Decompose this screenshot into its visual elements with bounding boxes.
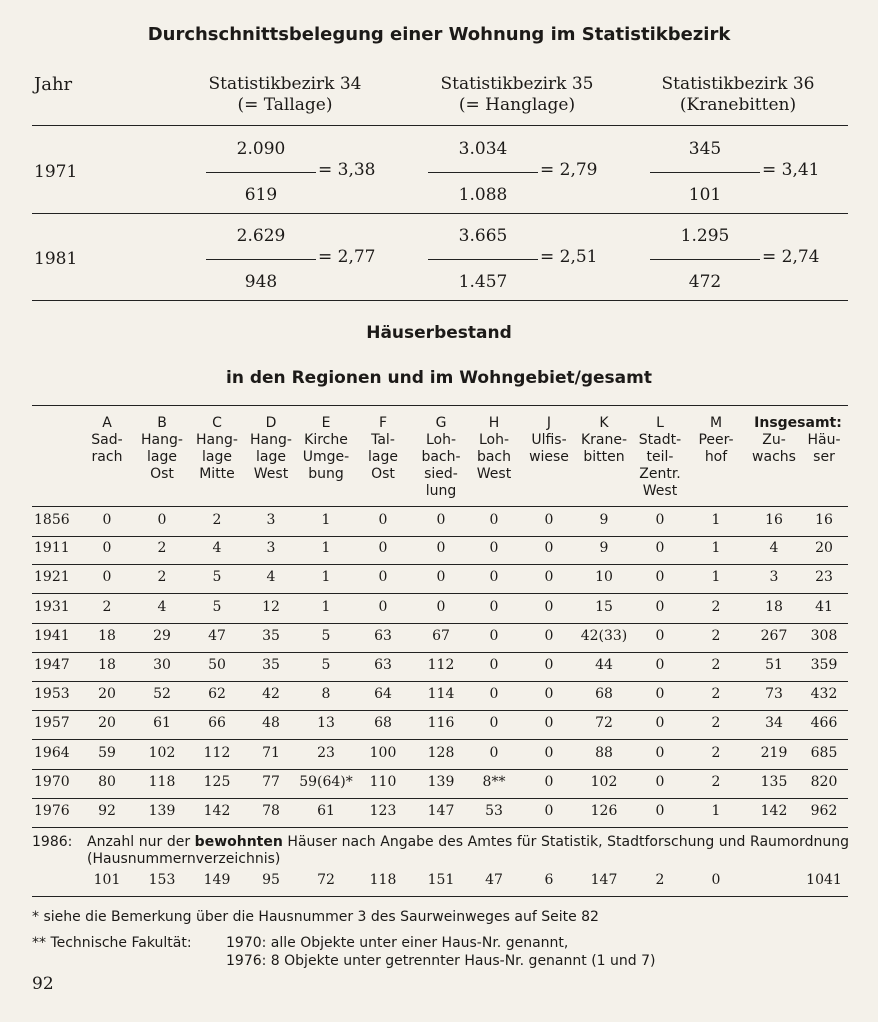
fraction-1971-bezirk-36: 345 101 = 3,41 [650,139,820,219]
column-header [746,432,802,466]
table-cell: 4 [157,598,167,615]
note-1986-text: Anzahl nur der bewohnten Häuser nach Angabe des Amtes für Statistik, Stadtforschung und Raumordnung (Hausnummernverzeichnis) [87,834,849,867]
table-cell: 92 [98,803,116,819]
table-cell: 0 [655,744,665,761]
column-header [358,415,408,483]
table-cell: 139 [427,773,455,790]
row-1986-cell: 2 [655,872,665,888]
subtitle-regionen: in den Regionen und im Wohngebiet/gesamt [226,368,652,388]
table-cell: 3 [769,569,779,586]
table-cell: 8** [482,773,506,790]
table-cell: 1 [711,540,721,557]
table-cell: 0 [436,569,446,586]
table-cell: 1 [321,512,331,528]
column-header [415,415,467,500]
table-cell: 0 [489,686,499,703]
table-cell: 0 [655,657,665,673]
table-cell: 0 [489,657,499,673]
page-number: 92 [32,974,54,994]
table-cell: 4 [212,540,222,557]
table-cell: 0 [489,715,499,732]
table-cell: 359 [810,657,838,673]
divider [32,896,848,897]
table-cell: 71 [262,744,280,761]
table-cell: 0 [489,540,499,557]
table-cell: 4 [266,569,276,586]
table-cell: 3 [266,540,276,557]
table-cell: 47 [208,627,226,644]
note-1986-label: 1986: [32,834,73,850]
table-cell: 432 [810,686,838,703]
table-cell: 0 [544,803,554,819]
table-cell: 63 [374,627,392,644]
table-cell: 62 [208,686,226,703]
table-cell: 48 [262,715,280,732]
column-header-line: Tal- [371,432,395,448]
table-cell: 1 [711,803,721,819]
column-header-line: L [656,415,664,431]
divider [32,213,848,214]
table-cell: 0 [489,744,499,761]
table-cell: 0 [655,512,665,528]
table-cell: 116 [427,715,455,732]
row-1986-cell: 101 [93,872,121,888]
footnote-1: * siehe die Bemerkung über die Hausnummer 3 des Saurweinweges auf Seite 82 [32,909,599,925]
table-cell: 3 [266,512,276,528]
column-header-line: Mitte [199,466,235,482]
table-row [32,535,848,565]
row-1986-cell: 153 [148,872,176,888]
table-cell: 68 [374,715,392,732]
table-cell: 2 [157,540,167,557]
column-header [190,415,244,483]
table-cell: 0 [544,569,554,586]
fraction-bar [206,172,316,173]
divider [32,300,848,301]
column-header-line: Hang- [250,432,292,448]
row-year: 1964 [34,744,70,761]
table-cell: 51 [765,657,783,673]
table-cell: 2 [711,598,721,615]
table-cell: 685 [810,744,838,761]
row-1986-cell: 1041 [806,872,842,888]
table-cell: 18 [98,627,116,644]
column-header-line: F [378,415,388,431]
table-cell: 9 [599,512,609,528]
table-cell: 20 [98,715,116,732]
table-cell: 64 [374,686,392,703]
column-header-bezirk-35: Statistikbezirk 35 (= Hanglage) [440,74,594,115]
table-cell: 2 [711,744,721,761]
table-cell: 0 [157,512,167,528]
column-header [82,415,132,466]
table-cell: 68 [595,686,613,703]
row-1986-cell: 118 [369,872,397,888]
table-cell: 67 [432,627,450,644]
column-header [246,415,296,483]
table-cell: 0 [378,540,388,557]
table-cell: 0 [544,627,554,644]
table-row [32,623,848,653]
column-header-line: A [102,415,112,431]
table-cell: 53 [485,803,503,819]
table-cell: 4 [769,540,779,557]
table-cell: 142 [760,803,788,819]
table-cell: 0 [378,569,388,586]
table-cell: 118 [148,773,176,790]
table-cell: 66 [208,715,226,732]
table-cell: 1 [321,569,331,586]
table-cell: 35 [262,657,280,673]
table-cell: 0 [655,569,665,586]
table-cell: 135 [760,773,788,790]
table-cell: 126 [590,803,618,819]
table-cell: 29 [153,627,171,644]
table-cell: 80 [98,773,116,790]
table-cell: 18 [98,657,116,673]
table-cell: 15 [595,598,613,615]
table-cell: 125 [203,773,231,790]
table-cell: 12 [262,598,280,615]
table-cell: 0 [436,540,446,557]
column-header-line: Kirche [304,432,348,448]
table-cell: 20 [815,540,833,557]
row-year: 1931 [34,598,70,615]
row-1986-cell: 147 [590,872,618,888]
row-year: 1976 [34,803,70,819]
table-cell: 1 [321,598,331,615]
table-cell: 23 [317,744,335,761]
row-1986-cell: 95 [262,872,280,888]
table-row [32,740,848,770]
column-header-line: J [546,415,552,431]
fraction-1981-bezirk-35: 3.665 1.457 = 2,51 [428,226,598,306]
table-cell: 13 [317,715,335,732]
row-1986-cell: 149 [203,872,231,888]
column-header-bezirk-36: Statistikbezirk 36 (Kranebitten) [661,74,815,115]
row-year: 1957 [34,715,70,732]
row-year: 1856 [34,512,70,528]
table-cell: 100 [369,744,397,761]
table-cell: 142 [203,803,231,819]
table-cell: 102 [148,744,176,761]
table-cell: 61 [317,803,335,819]
year-column-header: Jahr [34,74,73,95]
fraction-1971-bezirk-34: 2.090 619 = 3,38 [206,139,376,219]
column-header-line: Peer- [698,432,734,448]
column-header-line: wachs [752,449,796,465]
fraction-bar [428,259,538,260]
table-cell: 16 [765,512,783,528]
table-cell: 0 [655,598,665,615]
column-header-line: bitten [583,449,625,465]
table-cell: 8 [321,686,331,703]
row-year-1981: 1981 [34,249,78,269]
table-cell: 0 [655,686,665,703]
table-cell: 102 [590,773,618,790]
table-cell: 0 [489,512,499,528]
table-cell: 42 [262,686,280,703]
table-cell: 123 [369,803,397,819]
title-durchschnittsbelegung: Durchschnittsbelegung einer Wohnung im Statistikbezirk [147,24,731,45]
table-cell: 30 [153,657,171,673]
column-header-line: Krane- [580,432,628,448]
column-header-line: Loh- [425,432,457,448]
table-cell: 5 [212,569,222,586]
column-header-line: D [265,415,277,431]
table-cell: 2 [711,686,721,703]
column-header [297,415,355,483]
fraction-bar [428,172,538,173]
table-cell: 1 [321,540,331,557]
column-header-line: bung [308,466,344,482]
footnote-2-label: ** Technische Fakultät: [32,935,192,951]
table-cell: 219 [760,744,788,761]
table-cell: 78 [262,803,280,819]
table-cell: 2 [212,512,222,528]
column-header [801,432,847,466]
table-cell: 0 [655,540,665,557]
table-cell: 112 [427,657,455,673]
column-header-line: ser [813,449,835,465]
table-cell: 2 [711,627,721,644]
column-header-line: Ulfis- [531,432,567,448]
column-header-line: Ost [371,466,395,482]
table-cell: 2 [711,657,721,673]
table-cell: 128 [427,744,455,761]
column-header-line: sied- [424,466,458,482]
table-cell: 77 [262,773,280,790]
table-cell: 72 [595,715,613,732]
table-cell: 16 [815,512,833,528]
column-header-bezirk-34: Statistikbezirk 34 (= Tallage) [208,74,362,115]
column-header-line: lage [368,449,398,465]
table-cell: 308 [810,627,838,644]
column-header-line: hof [704,449,728,465]
column-header-line: bach- [421,449,461,465]
fraction-1981-bezirk-36: 1.295 472 = 2,74 [650,226,820,306]
table-cell: 0 [544,512,554,528]
table-cell: 44 [595,657,613,673]
row-year-1971: 1971 [34,162,78,182]
table-cell: 61 [153,715,171,732]
column-header-line: B [157,415,167,431]
table-cell: 73 [765,686,783,703]
column-header [136,415,188,483]
table-cell: 5 [212,598,222,615]
table-cell: 5 [321,627,331,644]
footnote-2-line2: 1976: 8 Objekte unter getrennter Haus-Nr. genannt (1 und 7) [226,953,656,969]
fraction-1981-bezirk-34: 2.629 948 = 2,77 [206,226,376,306]
column-header-line: Hang- [196,432,238,448]
column-header [573,415,635,466]
column-header [632,415,688,500]
table-cell: 0 [102,512,112,528]
table-cell: 0 [544,773,554,790]
table-cell: 5 [321,657,331,673]
column-header [693,415,739,466]
table-cell: 9 [599,540,609,557]
table-cell: 35 [262,627,280,644]
table-cell: 0 [489,598,499,615]
column-header-line: E [321,415,331,431]
title-haeuserbestand: Häuserbestand [366,323,512,343]
fraction-1971-bezirk-35: 3.034 1.088 = 2,79 [428,139,598,219]
column-header-line: Ost [150,466,174,482]
divider [32,405,848,406]
table-cell: 63 [374,657,392,673]
table-cell: 52 [153,686,171,703]
table-cell: 0 [544,657,554,673]
table-cell: 88 [595,744,613,761]
column-header-line: West [253,466,289,482]
table-row [32,798,848,828]
column-header-line: bach [476,449,512,465]
insgesamt-label: Insgesamt: [754,415,842,431]
table-cell: 0 [655,627,665,644]
column-header-line: lung [425,483,457,499]
table-cell: 18 [765,598,783,615]
fraction-bar [206,259,316,260]
table-cell: 20 [98,686,116,703]
table-cell: 50 [208,657,226,673]
table-cell: 23 [815,569,833,586]
column-header-line: Loh- [478,432,510,448]
row-year: 1941 [34,627,70,644]
table-cell: 10 [595,569,613,586]
table-row [32,564,848,594]
column-header-line: lage [202,449,232,465]
row-year: 1911 [34,540,70,557]
table-cell: 0 [544,540,554,557]
column-header-line: Häu- [807,432,841,448]
row-year: 1953 [34,686,70,703]
table-row [32,652,848,682]
column-header-line: M [709,415,723,431]
table-row [32,710,848,740]
column-header-line: K [599,415,609,431]
table-cell: 41 [815,598,833,615]
divider [32,125,848,126]
table-cell: 1 [711,512,721,528]
table-cell: 0 [102,540,112,557]
row-1986-cell: 151 [427,872,455,888]
column-header [469,415,519,483]
table-cell: 42(33) [580,627,628,644]
column-header-line: teil- [646,449,674,465]
row-year: 1947 [34,657,70,673]
column-header-line: lage [147,449,177,465]
table-row [32,769,848,799]
column-header-line: West [476,466,512,482]
column-header-line: C [212,415,222,431]
table-cell: 0 [544,598,554,615]
column-header-line: Sad- [91,432,123,448]
table-cell: 0 [489,569,499,586]
table-cell: 112 [203,744,231,761]
table-cell: 2 [157,569,167,586]
table-cell: 0 [378,598,388,615]
table-cell: 34 [765,715,783,732]
column-header-line: Zentr. [639,466,681,482]
row-1986-cell: 6 [544,872,554,888]
table-cell: 962 [810,803,838,819]
fraction-bar [650,259,760,260]
table-cell: 466 [810,715,838,732]
column-header [523,415,575,466]
table-cell: 0 [102,569,112,586]
table-cell: 0 [378,512,388,528]
table-cell: 1 [711,569,721,586]
table-row [32,594,848,624]
column-header-line: West [642,483,678,499]
table-cell: 267 [760,627,788,644]
table-cell: 0 [544,715,554,732]
fraction-bar [650,172,760,173]
table-cell: 0 [544,686,554,703]
column-header-line: Umge- [302,449,350,465]
table-cell: 0 [655,773,665,790]
column-header-line: Zu- [762,432,786,448]
table-row [32,506,848,537]
row-year: 1921 [34,569,70,586]
table-cell: 59 [98,744,116,761]
row-1986-cell: 0 [711,872,721,888]
column-header-line: Hang- [141,432,183,448]
table-cell: 0 [489,627,499,644]
column-header-line: H [488,415,500,431]
column-header-line: G [435,415,447,431]
table-cell: 2 [711,715,721,732]
table-cell: 0 [436,598,446,615]
column-header-line: Stadt- [638,432,682,448]
table-cell: 147 [427,803,455,819]
table-cell: 2 [102,598,112,615]
table-cell: 114 [427,686,455,703]
column-header-line: rach [91,449,123,465]
table-cell: 0 [655,715,665,732]
table-cell: 59(64)* [299,773,353,790]
column-header-line: lage [256,449,286,465]
table-cell: 0 [544,744,554,761]
row-1986-cell: 47 [485,872,503,888]
table-cell: 0 [436,512,446,528]
table-row [32,681,848,711]
table-cell: 820 [810,773,838,790]
column-header-line: wiese [529,449,569,465]
table-cell: 110 [369,773,397,790]
table-cell: 2 [711,773,721,790]
table-cell: 139 [148,803,176,819]
row-1986-cell: 72 [317,872,335,888]
table-cell: 0 [655,803,665,819]
footnote-2-line1: 1970: alle Objekte unter einer Haus-Nr. genannt, [226,935,569,951]
row-year: 1970 [34,773,70,790]
